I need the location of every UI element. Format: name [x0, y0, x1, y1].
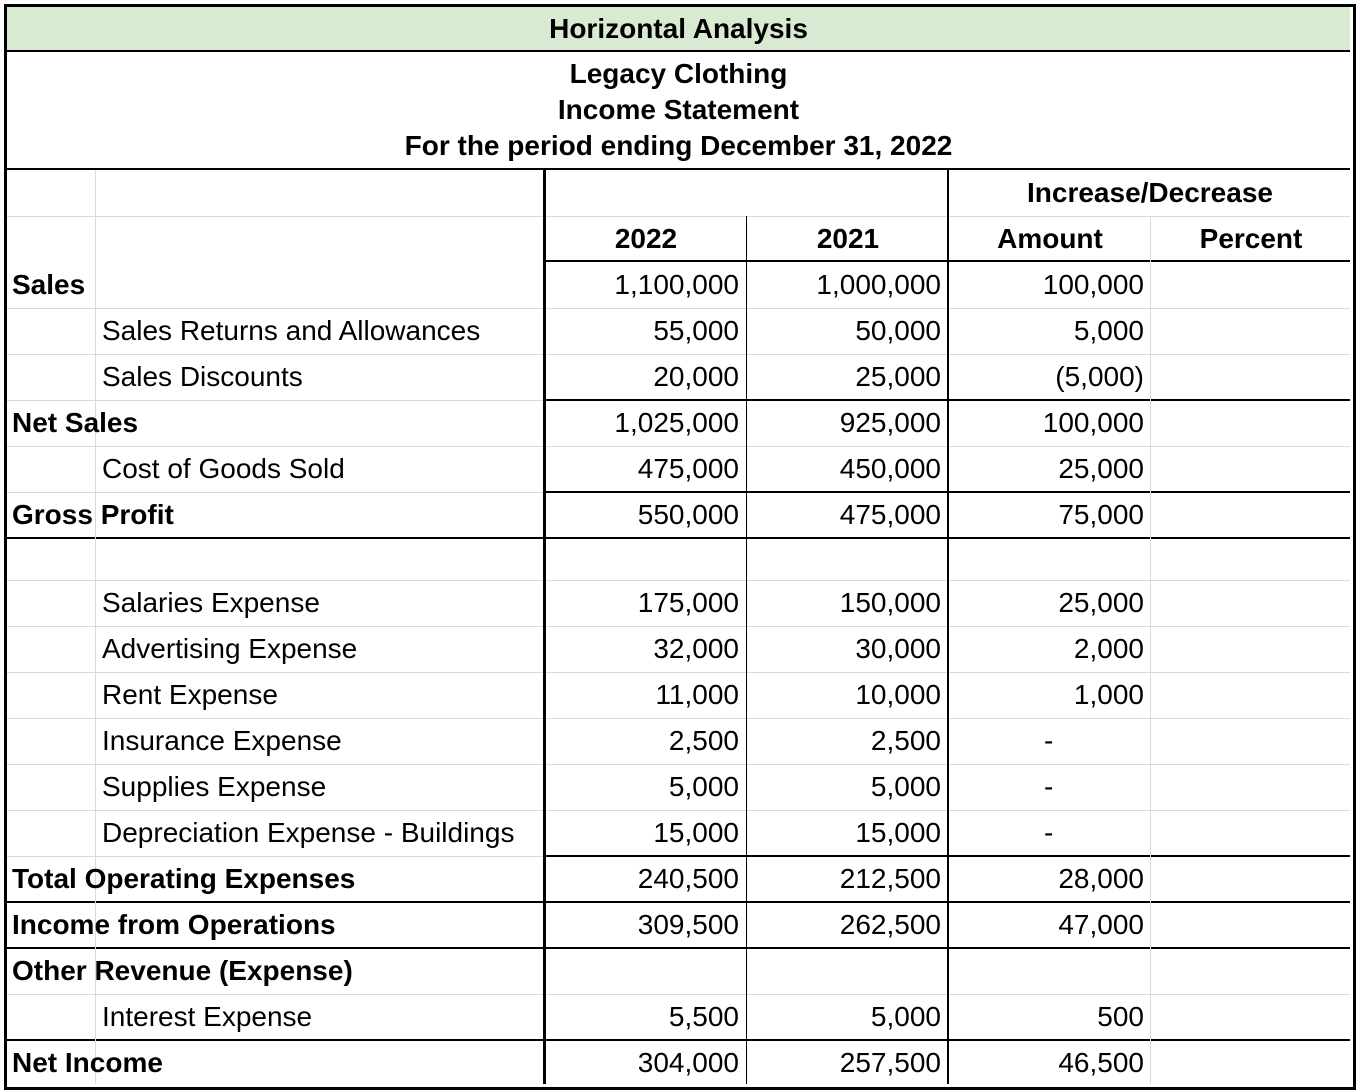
value-amount: - [1044, 771, 1054, 802]
header-percent: Percent [1199, 223, 1303, 254]
value-2022: 5,000 [668, 771, 739, 802]
row-label: Income from Operations [12, 909, 336, 940]
value-amount: - [1044, 725, 1054, 756]
value-2022: 11,000 [655, 679, 739, 710]
header-2022: 2022 [614, 223, 678, 254]
value-amount: 1,000 [1073, 679, 1144, 710]
value-2021: 150,000 [839, 587, 941, 618]
statement-heading [7, 52, 1350, 170]
row-label: Total Operating Expenses [12, 863, 356, 894]
value-2022: 2,500 [668, 725, 739, 756]
header-amount: Amount [997, 223, 1103, 254]
column-rule [746, 216, 747, 1084]
value-2021: 2,500 [870, 725, 941, 756]
value-2021: 5,000 [870, 771, 941, 802]
value-2022: 15,000 [653, 817, 739, 848]
value-2022: 175,000 [637, 587, 739, 618]
row-label: Sales Returns and Allowances [102, 315, 481, 346]
value-2021: 1,000,000 [816, 269, 941, 300]
value-2022: 304,000 [637, 1047, 739, 1078]
row-label: Sales Discounts [102, 361, 303, 392]
value-amount: 25,000 [1058, 453, 1144, 484]
value-amount: 100,000 [1042, 269, 1144, 300]
grid-line [1150, 216, 1151, 1084]
column-rule [947, 170, 949, 1084]
row-label: Advertising Expense [102, 633, 358, 664]
row-label: Other Revenue (Expense) [12, 955, 353, 986]
value-2021: 5,000 [870, 1001, 941, 1032]
row-label: Net Sales [12, 407, 139, 438]
company-name: Legacy Clothing [569, 58, 788, 89]
row-label: Depreciation Expense - Buildings [102, 817, 515, 848]
header-increase-decrease: Increase/Decrease [1027, 177, 1273, 208]
row-label: Supplies Expense [102, 771, 327, 802]
header-2021: 2021 [816, 223, 880, 254]
value-amount: 2,000 [1073, 633, 1144, 664]
value-amount: 25,000 [1058, 587, 1144, 618]
value-2022: 5,500 [668, 1001, 739, 1032]
value-amount: - [1044, 817, 1054, 848]
value-2022: 1,100,000 [614, 269, 739, 300]
value-2021: 475,000 [839, 499, 941, 530]
value-2021: 10,000 [855, 679, 941, 710]
value-amount: 5,000 [1073, 315, 1144, 346]
value-2022: 550,000 [637, 499, 739, 530]
value-amount: 46,500 [1058, 1047, 1144, 1078]
value-amount: 28,000 [1058, 863, 1144, 894]
row-label: Cost of Goods Sold [102, 453, 345, 484]
value-2022: 309,500 [637, 909, 739, 940]
value-2022: 32,000 [653, 633, 739, 664]
value-amount: 100,000 [1042, 407, 1144, 438]
value-2021: 450,000 [839, 453, 941, 484]
value-2021: 925,000 [839, 407, 941, 438]
value-2022: 240,500 [637, 863, 739, 894]
value-2021: 25,000 [855, 361, 941, 392]
row-label: Rent Expense [102, 679, 278, 710]
row-label: Insurance Expense [102, 725, 342, 756]
row-label: Gross Profit [12, 499, 174, 530]
row-label: Net Income [12, 1047, 163, 1078]
statement-name: Income Statement [557, 94, 800, 125]
value-2021: 15,000 [855, 817, 941, 848]
value-amount: 75,000 [1058, 499, 1144, 530]
value-2021: 212,500 [839, 863, 941, 894]
row-label: Sales [12, 269, 86, 300]
value-2022: 55,000 [653, 315, 739, 346]
value-2022: 1,025,000 [614, 407, 739, 438]
value-2022: 20,000 [653, 361, 739, 392]
value-amount: 47,000 [1058, 909, 1144, 940]
statement-period: For the period ending December 31, 2022 [404, 130, 953, 161]
row-label: Salaries Expense [102, 587, 320, 618]
value-2021: 262,500 [839, 909, 941, 940]
value-2021: 30,000 [855, 633, 941, 664]
sheet-title: Horizontal Analysis [7, 7, 1350, 52]
value-2021: 257,500 [839, 1047, 941, 1078]
value-2021: 50,000 [855, 315, 941, 346]
value-amount: 500 [1097, 1001, 1144, 1032]
value-2022: 475,000 [637, 453, 739, 484]
value-amount: (5,000) [1055, 361, 1144, 392]
row-label: Interest Expense [102, 1001, 313, 1032]
